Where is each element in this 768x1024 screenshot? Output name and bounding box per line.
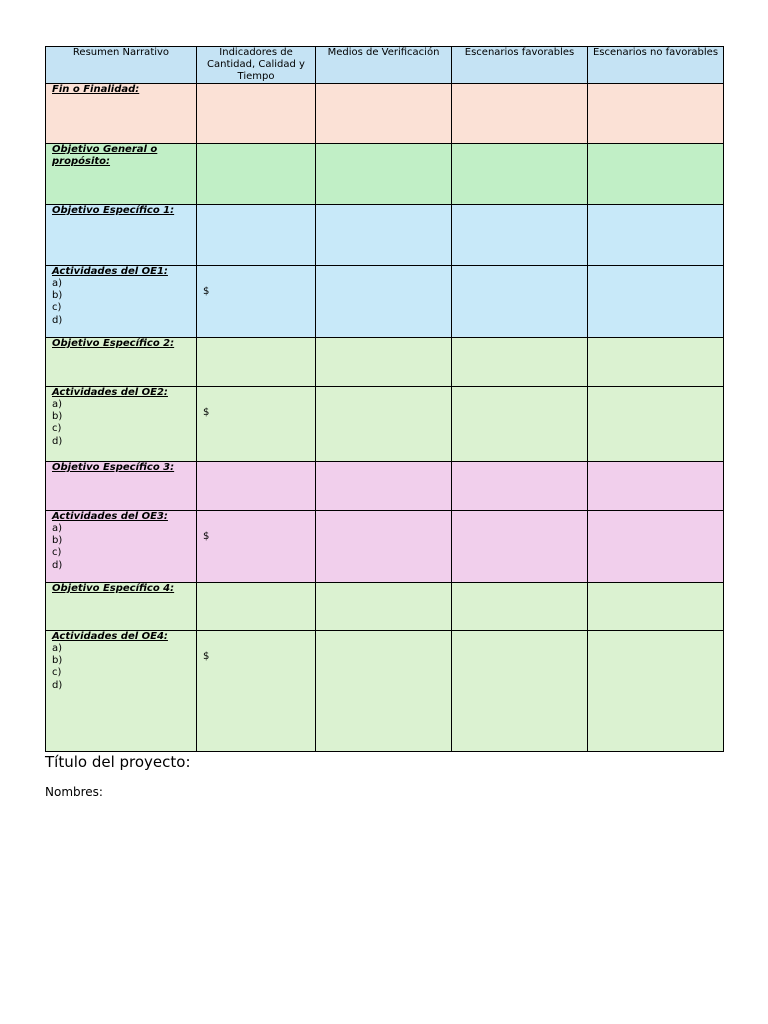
verification-cell[interactable]: [316, 205, 452, 266]
budget-symbol: $: [203, 651, 210, 662]
table-row: [46, 631, 724, 752]
header-row: [46, 47, 724, 84]
favorable-scenario-cell[interactable]: [452, 84, 588, 144]
table-row: [46, 511, 724, 583]
header-cell: Escenarios favorables: [452, 47, 588, 84]
activity-item: c): [52, 302, 62, 314]
favorable-scenario-cell[interactable]: [452, 338, 588, 387]
indicator-cell[interactable]: [197, 511, 316, 583]
activity-item: c): [52, 423, 62, 435]
activity-item: a): [52, 523, 63, 534]
table-body: [46, 84, 724, 752]
activity-item: b): [52, 535, 63, 547]
unfavorable-scenario-cell[interactable]: [588, 583, 724, 631]
indicator-cell[interactable]: [197, 266, 316, 338]
narrative-summary-cell[interactable]: [46, 338, 197, 387]
table-row: [46, 144, 724, 205]
activity-item: b): [52, 411, 63, 423]
favorable-scenario-cell[interactable]: [452, 583, 588, 631]
indicator-cell[interactable]: [197, 205, 316, 266]
narrative-summary-cell[interactable]: [46, 583, 197, 631]
unfavorable-scenario-cell[interactable]: [588, 462, 724, 511]
row-label: Actividades del OE4:: [52, 631, 168, 642]
indicator-cell[interactable]: [197, 583, 316, 631]
header-cell: Medios de Verificación: [316, 47, 452, 84]
verification-cell[interactable]: [316, 631, 452, 752]
favorable-scenario-cell[interactable]: [452, 144, 588, 205]
favorable-scenario-cell[interactable]: [452, 266, 588, 338]
unfavorable-scenario-cell[interactable]: [588, 205, 724, 266]
header-cell: Indicadores de Cantidad, Calidad y Tiempo: [197, 47, 316, 84]
row-label: Actividades del OE1:: [52, 266, 168, 277]
narrative-summary-cell[interactable]: [46, 511, 197, 583]
row-label: Actividades del OE2:: [52, 387, 168, 398]
unfavorable-scenario-cell[interactable]: [588, 338, 724, 387]
unfavorable-scenario-cell[interactable]: [588, 144, 724, 205]
unfavorable-scenario-cell[interactable]: [588, 84, 724, 144]
budget-symbol: $: [203, 286, 210, 297]
narrative-summary-cell[interactable]: [46, 631, 197, 752]
row-label: Fin o Finalidad:: [52, 84, 140, 95]
activity-item: b): [52, 655, 63, 667]
row-label: Objetivo General o propósito:: [52, 144, 158, 167]
table-row: [46, 84, 724, 144]
activity-item: a): [52, 399, 63, 410]
row-label: Objetivo Específico 2:: [52, 338, 175, 349]
table-row: [46, 583, 724, 631]
verification-cell[interactable]: [316, 338, 452, 387]
budget-symbol: $: [203, 407, 210, 418]
project-title-label: Título del proyecto:: [45, 753, 191, 771]
table-row: [46, 266, 724, 338]
table-row: [46, 387, 724, 462]
verification-cell[interactable]: [316, 462, 452, 511]
indicator-cell[interactable]: [197, 144, 316, 205]
unfavorable-scenario-cell[interactable]: [588, 511, 724, 583]
row-label: Objetivo Específico 3:: [52, 462, 175, 473]
activity-item: d): [52, 559, 63, 571]
narrative-summary-cell[interactable]: [46, 462, 197, 511]
unfavorable-scenario-cell[interactable]: [588, 387, 724, 462]
logical-framework-table: [45, 46, 724, 752]
activity-item: d): [52, 314, 63, 326]
verification-cell[interactable]: [316, 387, 452, 462]
favorable-scenario-cell[interactable]: [452, 511, 588, 583]
favorable-scenario-cell[interactable]: [452, 631, 588, 752]
favorable-scenario-cell[interactable]: [452, 205, 588, 266]
budget-symbol: $: [203, 531, 210, 542]
favorable-scenario-cell[interactable]: [452, 387, 588, 462]
narrative-summary-cell[interactable]: [46, 144, 197, 205]
unfavorable-scenario-cell[interactable]: [588, 631, 724, 752]
indicator-cell[interactable]: [197, 631, 316, 752]
verification-cell[interactable]: [316, 511, 452, 583]
indicator-cell[interactable]: [197, 462, 316, 511]
activity-item: b): [52, 290, 63, 302]
table-row: [46, 338, 724, 387]
verification-cell[interactable]: [316, 84, 452, 144]
verification-cell[interactable]: [316, 144, 452, 205]
narrative-summary-cell[interactable]: [46, 266, 197, 338]
row-label: Objetivo Específico 4:: [52, 583, 175, 594]
activity-item: a): [52, 278, 63, 289]
activity-item: d): [52, 435, 63, 447]
narrative-summary-cell[interactable]: [46, 205, 197, 266]
activity-item: c): [52, 667, 62, 679]
table-row: [46, 462, 724, 511]
header-cell: Escenarios no favorables: [588, 47, 724, 84]
favorable-scenario-cell[interactable]: [452, 462, 588, 511]
row-label: Actividades del OE3:: [52, 511, 168, 522]
activity-item: a): [52, 643, 63, 654]
activity-item: d): [52, 679, 63, 691]
narrative-summary-cell[interactable]: [46, 387, 197, 462]
names-label: Nombres:: [45, 785, 103, 799]
verification-cell[interactable]: [316, 583, 452, 631]
indicator-cell[interactable]: [197, 338, 316, 387]
activity-item: c): [52, 547, 62, 559]
verification-cell[interactable]: [316, 266, 452, 338]
narrative-summary-cell[interactable]: [46, 84, 197, 144]
indicator-cell[interactable]: [197, 84, 316, 144]
row-label: Objetivo Específico 1:: [52, 205, 175, 216]
header-cell: Resumen Narrativo: [46, 47, 197, 84]
unfavorable-scenario-cell[interactable]: [588, 266, 724, 338]
table-row: [46, 205, 724, 266]
indicator-cell[interactable]: [197, 387, 316, 462]
